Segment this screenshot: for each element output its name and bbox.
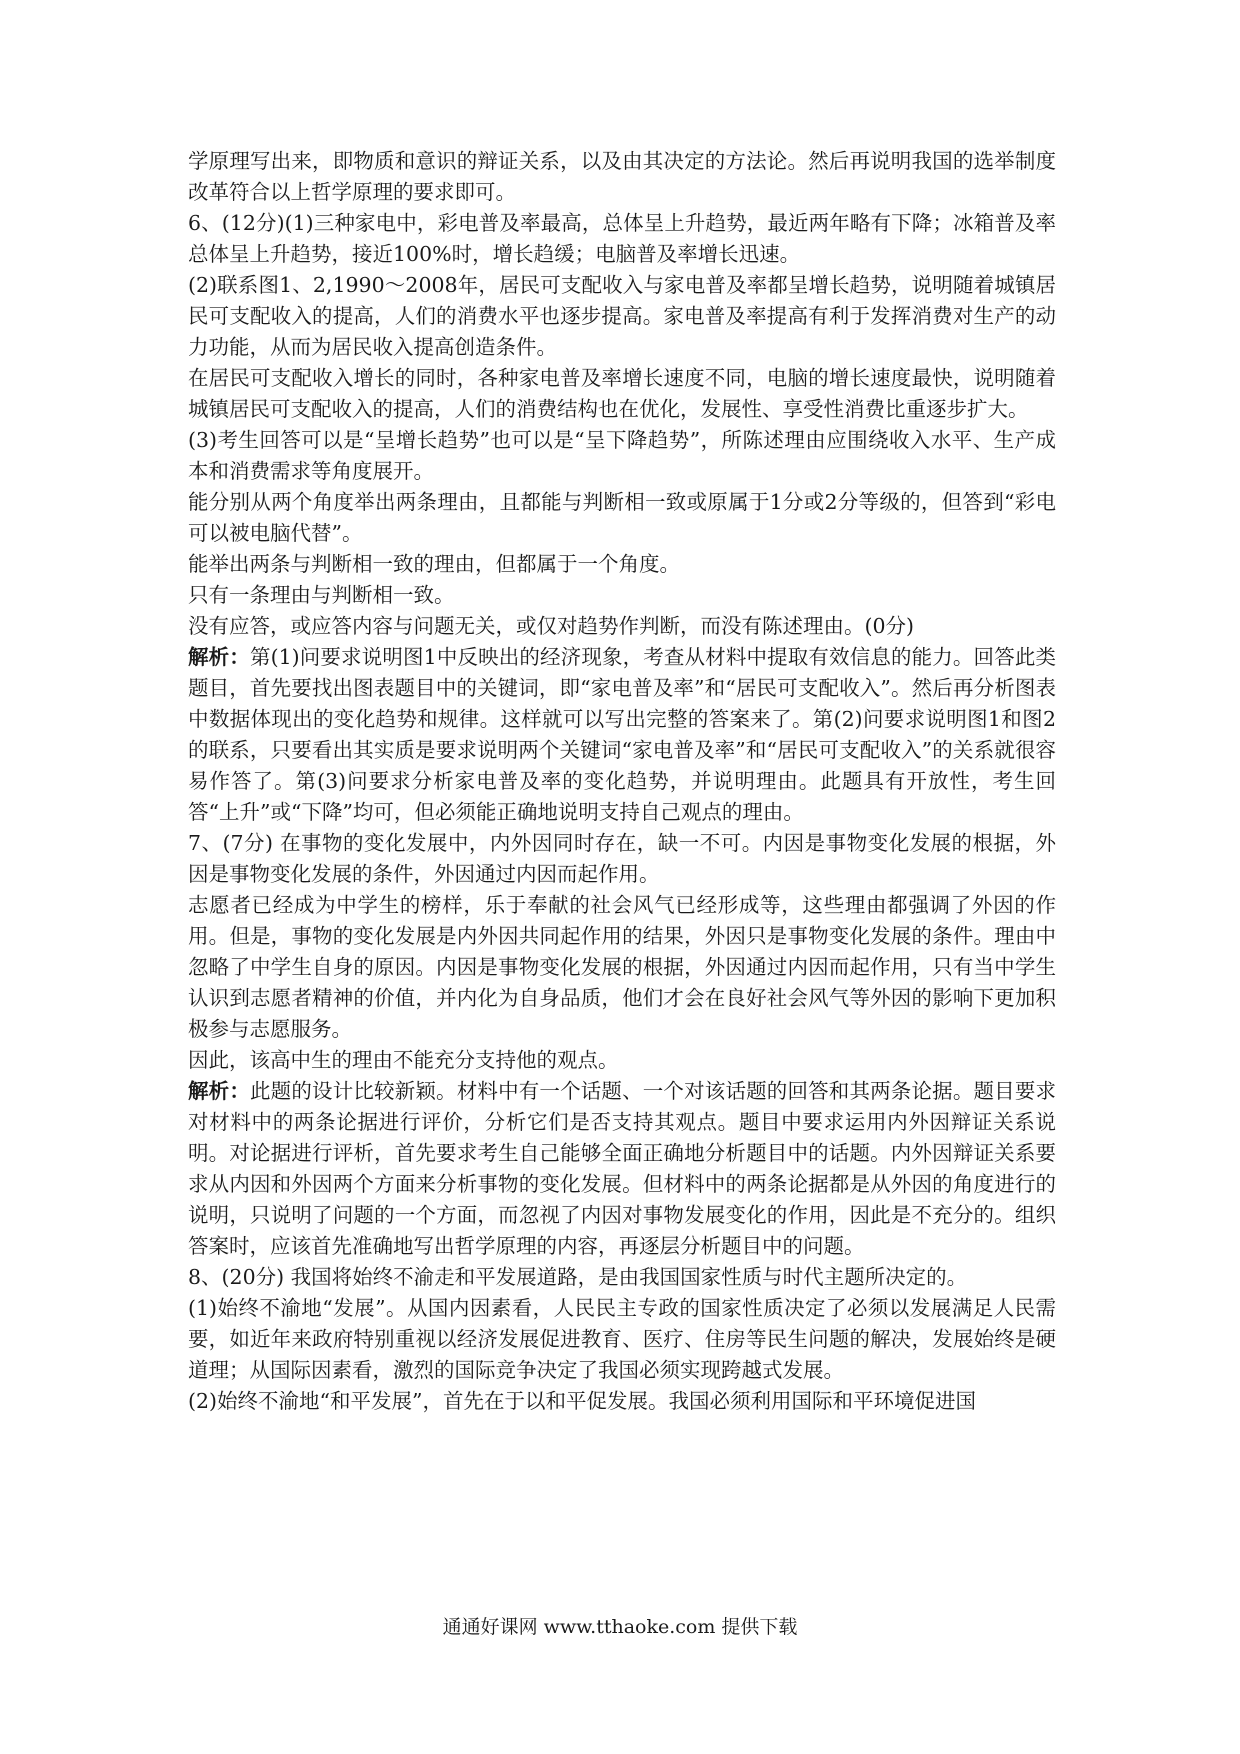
paragraph-17 (188, 1386, 1056, 1417)
paragraph-11 (188, 828, 1056, 890)
analysis-label: 解析： (188, 1079, 251, 1103)
paragraph-12 (188, 890, 1056, 1045)
paragraph-13 (188, 1045, 1056, 1076)
paragraph-15 (188, 1262, 1056, 1293)
paragraph-text: (2)始终不渝地“和平发展”，首先在于以和平促发展。我国必须利用国际和平环境促进国 (188, 1389, 976, 1413)
paragraph-10 (188, 642, 1056, 828)
paragraph-9 (188, 611, 1056, 642)
paragraph-14 (188, 1076, 1056, 1262)
paragraph-1 (188, 146, 1056, 208)
paragraph-text: 在居民可支配收入增长的同时，各种家电普及率增长速度不同，电脑的增长速度最快，说明随着城镇居民可支配收入的提高，人们的消费结构也在优化，发展性、享受性消费比重逐步扩大。 (188, 366, 1056, 421)
paragraph-6 (188, 487, 1056, 549)
paragraph-text: 能举出两条与判断相一致的理由，但都属于一个角度。 (188, 552, 680, 576)
paragraph-text: 没有应答，或应答内容与问题无关，或仅对趋势作判断，而没有陈述理由。(0分) (188, 614, 915, 638)
paragraph-16 (188, 1293, 1056, 1386)
paragraph-text: 第(1)问要求说明图1中反映出的经济现象，考查从材料中提取有效信息的能力。回答此类题目，首先要找出图表题目中的关键词，即“家电普及率”和“居民可支配收入”。然后再分析图表中数据体现出的变化趋势和规律。这样就可以写出完整的答案来了。第(2)问要求说明图1和图2的联系，只要看出其实质是要求说明两个关键词“家电普及率”和“居民可支配收入”的关系就很容易作答了。第(3)问要求分析家电普及率的变化趋势，并说明理由。此题具有开放性，考生回答“上升”或“下降”均可，但必须能正确地说明支持自己观点的理由。 (188, 645, 1056, 824)
paragraph-text: 能分别从两个角度举出两条理由，且都能与判断相一致或原属于1分或2分等级的，但答到“彩电可以被电脑代替”。 (188, 490, 1056, 545)
paragraph-text: (2)联系图1、2,1990～2008年，居民可支配收入与家电普及率都呈增长趋势，说明随着城镇居民可支配收入的提高，人们的消费水平也逐步提高。家电普及率提高有利于发挥消费对生产的动力功能，从而为居民收入提高创造条件。 (188, 273, 1056, 359)
paragraph-3 (188, 270, 1056, 363)
paragraph-7 (188, 549, 1056, 580)
paragraph-text: 此题的设计比较新颖。材料中有一个话题、一个对该话题的回答和其两条论据。题目要求对材料中的两条论据进行评价，分析它们是否支持其观点。题目中要求运用内外因辩证关系说明。对论据进行评析，首先要求考生自己能够全面正确地分析题目中的话题。内外因辩证关系要求从内因和外因两个方面来分析事物的变化发展。但材料中的两条论据都是从外因的角度进行的说明，只说明了问题的一个方面，而忽视了内因对事物发展变化的作用，因此是不充分的。组织答案时，应该首先准确地写出哲学原理的内容，再逐层分析题目中的问题。 (188, 1079, 1057, 1258)
paragraph-text: 7、(7分) 在事物的变化发展中，内外因同时存在，缺一不可。内因是事物变化发展的根据，外因是事物变化发展的条件，外因通过内因而起作用。 (188, 831, 1056, 886)
answer-body (188, 146, 1056, 1417)
paragraph-text: (1)始终不渝地“发展”。从国内因素看，人民民主专政的国家性质决定了必须以发展满足人民需要，如近年来政府特别重视以经济发展促进教育、医疗、住房等民生问题的解决，发展始终是硬道理；从国际因素看，激烈的国际竞争决定了我国必须实现跨越式发展。 (188, 1296, 1056, 1382)
paragraph-4 (188, 363, 1056, 425)
paragraph-8 (188, 580, 1056, 611)
paragraph-2 (188, 208, 1056, 270)
paragraph-5 (188, 425, 1056, 487)
page-footer: 通通好课网 www.tthaoke.com 提供下载 (442, 1616, 798, 1638)
paragraph-text: 学原理写出来，即物质和意识的辩证关系，以及由其决定的方法论。然后再说明我国的选举制度改革符合以上哲学原理的要求即可。 (188, 149, 1056, 204)
paragraph-text: 因此，该高中生的理由不能充分支持他的观点。 (188, 1048, 619, 1072)
paragraph-text: 只有一条理由与判断相一致。 (188, 583, 455, 607)
paragraph-text: (3)考生回答可以是“呈增长趋势”也可以是“呈下降趋势”，所陈述理由应围绕收入水平、生产成本和消费需求等角度展开。 (188, 428, 1056, 483)
analysis-label: 解析： (188, 645, 250, 669)
paragraph-text: 6、(12分)(1)三种家电中，彩电普及率最高，总体呈上升趋势，最近两年略有下降；冰箱普及率总体呈上升趋势，接近100%时，增长趋缓；电脑普及率增长迅速。 (188, 211, 1056, 266)
paragraph-text: 8、(20分) 我国将始终不渝走和平发展道路，是由我国国家性质与时代主题所决定的。 (188, 1265, 968, 1289)
paragraph-text: 志愿者已经成为中学生的榜样，乐于奉献的社会风气已经形成等，这些理由都强调了外因的作用。但是，事物的变化发展是内外因共同起作用的结果，外因只是事物变化发展的条件。理由中忽略了中学生自身的原因。内因是事物变化发展的根据，外因通过内因而起作用，只有当中学生认识到志愿者精神的价值，并内化为自身品质，他们才会在良好社会风气等外因的影响下更加积极参与志愿服务。 (188, 893, 1056, 1041)
